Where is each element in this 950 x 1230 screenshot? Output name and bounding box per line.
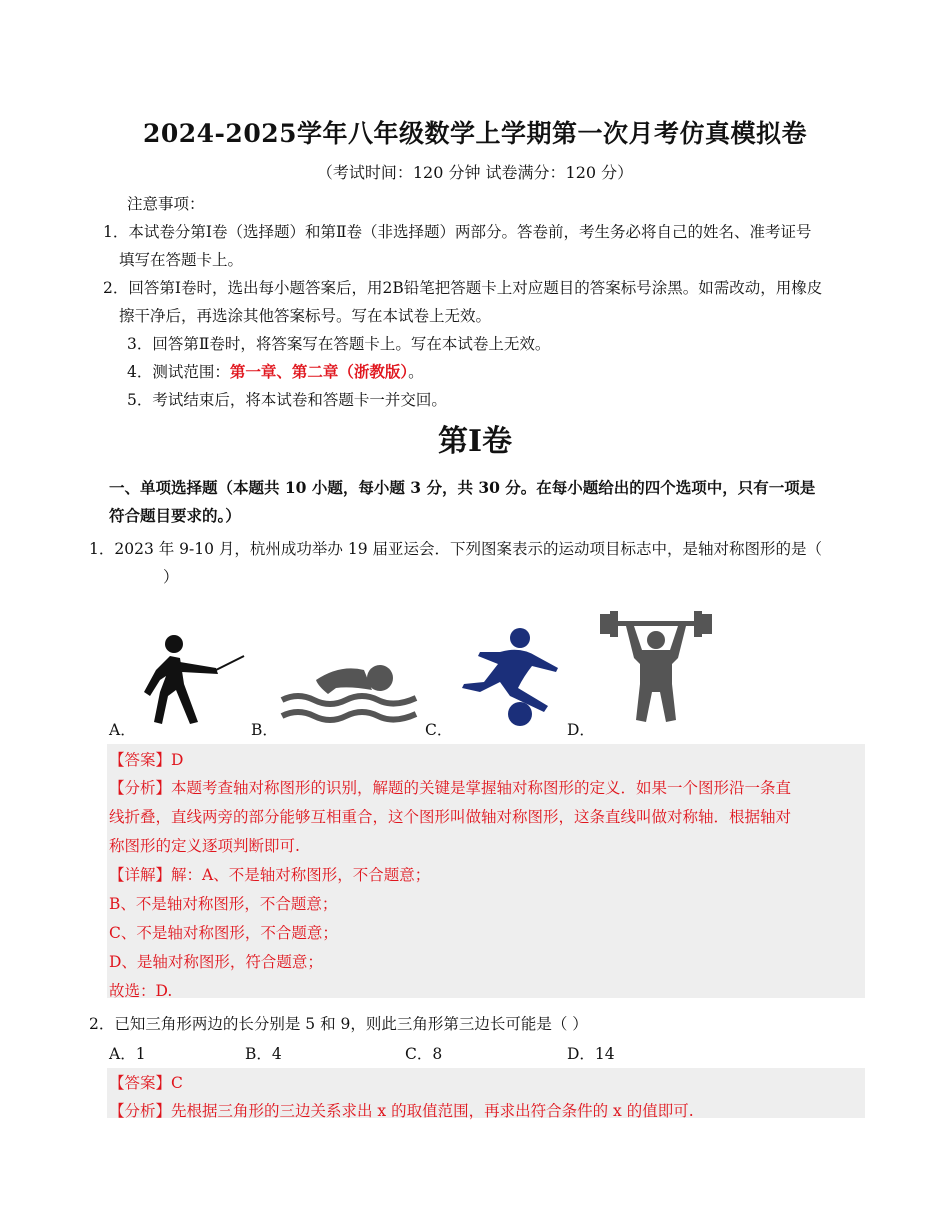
q2-option-c: C．8 bbox=[405, 1045, 443, 1063]
notes-item-5: 5．考试结束后，将本试卷和答题卡一并交回。 bbox=[127, 391, 447, 409]
q1-analysis-line-1: 【分析】本题考查轴对称图形的识别，解题的关键是掌握轴对称图形的定义．如果一个图形沿一条直 bbox=[109, 779, 792, 797]
part-heading-line-1: 一、单项选择题（本题共 10 小题，每小题 3 分，共 30 分。在每小题给出的四个选项中，只有一项是 bbox=[109, 478, 816, 497]
notes-item-4-prefix: 4．测试范围： bbox=[127, 363, 230, 381]
q2-stem: 2．已知三角形两边的长分别是 5 和 9，则此三角形第三边长可能是（ ） bbox=[89, 1015, 588, 1033]
q1-option-c-label: C． bbox=[425, 721, 453, 739]
q1-analysis-line-2: 线折叠，直线两旁的部分能够互相重合，这个图形叫做轴对称图形，这条直线叫做对称轴．根据轴对 bbox=[109, 808, 792, 826]
notes-item-3: 3．回答第Ⅱ卷时，将答案写在答题卡上。写在本试卷上无效。 bbox=[127, 335, 551, 353]
fencing-icon bbox=[140, 632, 246, 728]
weightlifting-icon bbox=[598, 608, 714, 728]
q1-option-b-label: B． bbox=[251, 721, 278, 739]
q1-detail-line-1: 【详解】解：A、不是轴对称图形，不合题意； bbox=[109, 866, 431, 884]
q1-detail-line-5: 故选：D. bbox=[109, 982, 173, 1000]
q1-analysis-line-3: 称图形的定义逐项判断即可. bbox=[109, 837, 300, 855]
q1-answer: 【答案】D bbox=[109, 751, 184, 769]
exam-title: 2024-2025学年八年级数学上学期第一次月考仿真模拟卷 bbox=[142, 119, 808, 148]
q1-option-d-label: D． bbox=[567, 721, 595, 739]
q2-answer: 【答案】C bbox=[109, 1074, 183, 1092]
q2-option-a: A．1 bbox=[109, 1045, 146, 1063]
q2-analysis: 【分析】先根据三角形的三边关系求出 x 的取值范围，再求出符合条件的 x 的值即可. bbox=[109, 1102, 694, 1120]
test-range: 第一章、第二章（浙教版） bbox=[229, 362, 409, 381]
exam-subtitle: （考试时间：120 分钟 试卷满分：120 分） bbox=[316, 163, 634, 182]
part-heading-line-2: 符合题目要求的。） bbox=[109, 506, 241, 525]
q1-stem-line-1: 1．2023 年 9-10 月，杭州成功举办 19 届亚运会．下列图案表示的运动项目标志中，是轴对称图形的是（ bbox=[89, 540, 822, 558]
notes-item-4 bbox=[127, 360, 424, 382]
q1-detail-line-4: D、是轴对称图形，符合题意； bbox=[109, 953, 323, 971]
notes-item-1-line-2: 填写在答题卡上。 bbox=[119, 251, 244, 269]
notes-item-2-line-1: 2．回答第Ⅰ卷时，选出每小题答案后，用2B铅笔把答题卡上对应题目的答案标号涂黑。如需改动，用橡皮 bbox=[103, 279, 823, 297]
football-icon bbox=[460, 626, 562, 728]
q2-option-b: B．4 bbox=[245, 1045, 282, 1063]
notes-item-1-line-1: 1．本试卷分第Ⅰ卷（选择题）和第Ⅱ卷（非选择题）两部分。答卷前，考生务必将自己的姓名、准考证号 bbox=[103, 223, 812, 241]
q2-option-d: D．14 bbox=[567, 1045, 615, 1063]
section-title: 第Ⅰ卷 bbox=[437, 424, 513, 459]
q1-detail-line-3: C、不是轴对称图形，不合题意； bbox=[109, 924, 338, 942]
q1-detail-line-2: B、不是轴对称图形，不合题意； bbox=[109, 895, 338, 913]
notes-item-2-line-2: 擦干净后，再选涂其他答案标号。写在本试卷上无效。 bbox=[119, 307, 492, 325]
q1-option-a-label: A． bbox=[109, 721, 136, 739]
notes-heading: 注意事项： bbox=[127, 195, 205, 213]
swimming-icon bbox=[280, 660, 420, 724]
notes-item-4-suffix: 。 bbox=[408, 363, 424, 381]
q1-stem-line-2: ） bbox=[163, 568, 179, 586]
